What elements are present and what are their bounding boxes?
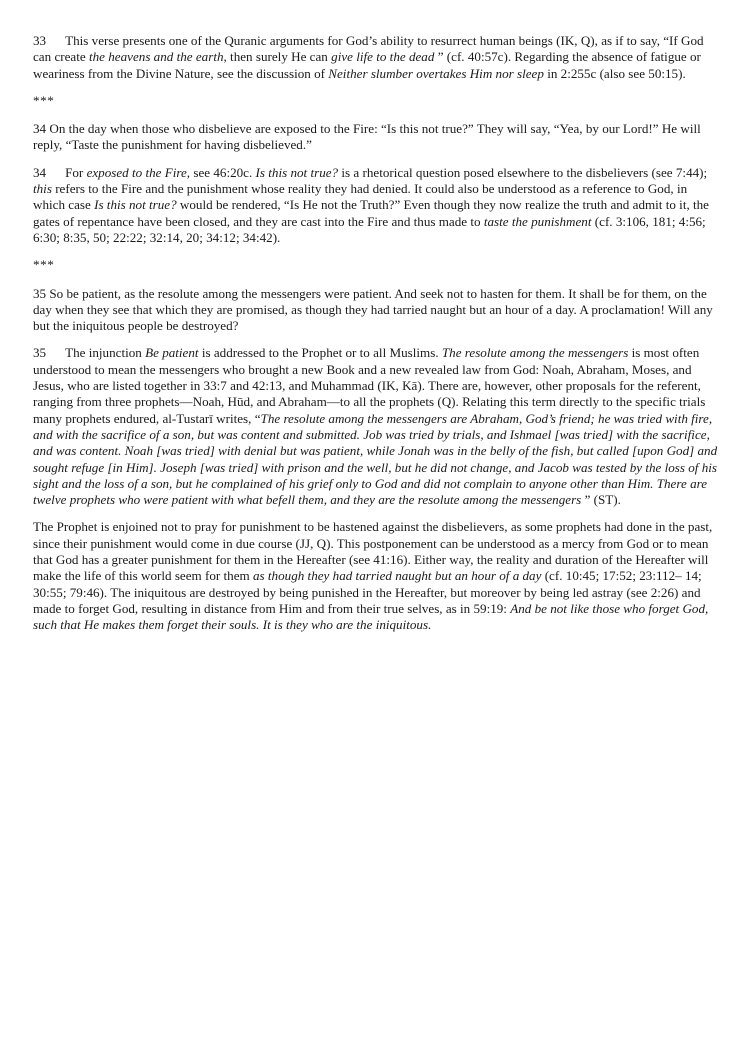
italic-quotation: as though they had tarried naught but an hour of a day [253,568,542,584]
section-separator-2: *** [33,257,55,273]
body-text: ” (ST). [584,492,621,508]
body-text: 33 [33,33,47,48]
commentary-paragraph-33 [33,33,720,82]
body-text: in 2:255c (also see 50:15). [543,65,686,81]
italic-quotation: give life to the dead [331,49,438,65]
italic-quotation: exposed to the Fire, [86,164,191,180]
body-text: is addressed to the Prophet or to all Muslims. [198,345,442,361]
commentary-paragraph-34 [33,165,720,246]
italic-quotation: Is this not true? [94,197,177,213]
italic-quotation: Neither slumber overtakes Him nor sleep [328,65,544,81]
commentary-paragraph-35a [33,345,720,508]
body-text: (cf. 3:106, 181; 4:56; 6:30; 8:35, 50; 22:22; 32:14, 20; 34:12; 34:42). [33,213,706,245]
italic-quotation: The resolute among the messengers [441,345,629,361]
body-text: For [65,164,87,180]
italic-quotation: Is this not true? [255,164,339,180]
body-text: 34 [33,164,47,180]
body-text: 35 So be patient, as the resolute among the messengers were patient. And seek not to hasten for them. It shall be for them, on the day when they see that which they are promised, as though they had tarried naught but an hour of a day. A proclamation! Will any but the iniquitous people be destroyed? [33,285,713,334]
italic-quotation: The resolute among the messengers are Abraham, God’s friend; he was tried with fire, and with the sacrifice of a son, but was content and submitted. Job was tried by trials, and Ishmael [was tried] with the sacrifice, and was content. Noah [was tried] with denial but was patient, while Jonah was in the belly of the fish, but called [upon God] and sought refuge [in Him]. Joseph [was tried] with prison and the well, but he did not change, and Jacob was tested by the loss of his sight and the loss of a son, but he complained of his grief only to God and did not complain to anyone other than Him. There are twelve prophets who were patient with what befell them, and they are [33,410,718,508]
body-text: is most often understood to mean the messengers who brought a new Book and a new revealed law from God: Noah, Abraham, Moses, and Jesus, who are listed together in 33:7 and 42:13, and Muhammad (IK, Kā). There are, however, other proposals for the referent, ranging from three prophets—Noah, Hūd, and Abraham—to all the prophets (Q). Relating this term directly to the specific trials many prophets endured, al-Tustarī writes, “ [33,345,706,426]
body-text: The injunction [65,345,146,361]
verse-paragraph-35 [33,286,720,335]
body-text: (cf. 10:45; 17:52; 23:112– 14; 30:55; 79:46). The iniquitous are destroyed by being punished in the Hereafter, but moreover by being led astray (see 2:26) and made to forget God, resulting in distance from Him and from their true selves, as in 59:19: [33,568,702,616]
body-text: refers to the Fire and the punishment whose reality they had denied. It could also be understood as a reference to God, in which case [33,181,688,213]
body-text: see 46:20c. [190,164,256,180]
italic-quotation: taste the punishment [483,213,592,229]
verse-paragraph-34 [33,121,720,154]
body-text: 34 On the day when those who disbelieve are exposed to the Fire: “Is this not true?” They will say, “Yea, by our Lord!” He will reply, “Taste the punishment for having disbelieved.” [33,121,701,153]
italic-quotation: Be patient [145,345,199,361]
italic-quotation: the heavens and the earth, [88,49,227,65]
body-text: is a rhetorical question posed elsewhere to the disbelievers (see 7:44); [338,164,708,180]
section-separator-1: *** [33,92,55,108]
italic-quotation: this [33,181,52,197]
body-text: The Prophet is enjoined not to pray for punishment to be hastened against the disbelievers, as some prophets had done in the past, since their punishment would come in due course (JJ, Q). This postponement can be understood as a mercy from God or to mean that God has a greater punishment for them in the Hereafter (see 41:16). Either way, the reality and duration of the Hereafter will make the life of this world seem for them [33,519,713,584]
body-text: This verse presents one of the Quranic arguments for God’s ability to resurrect human beings (IK, Q), as if to say, “If God can create [33,33,704,65]
italic-quotation: the resolute among the messengers [398,492,585,508]
commentary-paragraph-35b [33,519,720,633]
body-text: 35 [33,345,47,361]
body-text: would be rendered, “Is He not the Truth?” Even though they now realize the truth and admit to it, the gates of repentance have been closed, and they are cast into the Fire and thus made to [33,197,709,229]
italic-quotation: And be not like those who forget God, such that He makes them forget their souls. It is they who are the iniquitous. [33,600,709,633]
text-column [33,33,720,634]
body-text: ” (cf. 40:57c). Regarding the absence of fatigue or weariness from the Divine Nature, see the discussion of [33,49,701,81]
body-text: then surely He can [226,49,332,65]
